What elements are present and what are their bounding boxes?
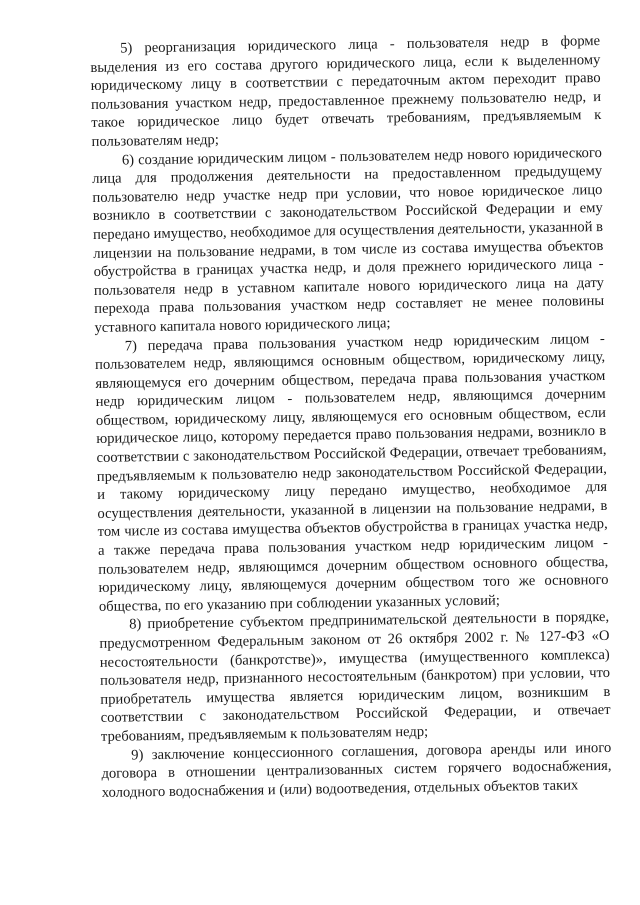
paragraph-item-5: 5) реорганизация юридического лица - пользователя недр в форме выделения из его состава другого юридического лица, если к выделенному юридическому лицу в соответствии с передаточным актом переходит право пользования участком недр, предоставленное прежнему пользователю недр, и такое юридическое лицо будет отвечать требованиям, предъявляемым к пользователям недр; [90, 32, 602, 150]
paragraph-item-6: 6) создание юридическим лицом - пользователем недр нового юридического лица для продолжения деятельности на предоставленном предыдущему пользователю недр участке недр при условии, что новое юридическое лицо возникло в соответствии с законодательством Российской Федерации и ему передано имущество, необходимое для осуществления деятельности, указанной в лицензии на пользование недрами, в том числе из состава имущества объектов обустройства в границах участка недр, и доля прежнего юридического лица - пользователя недр в уставном капитале нового юридического лица на дату перехода права пользования участком недр составляет не менее половины уставного капитала нового юридического лица; [92, 144, 605, 336]
paragraph-item-9: 9) заключение концессионного соглашения, договора аренды или иного договора в отношении централизованных систем горячего водоснабжения, холодного водоснабжения и (или) водоотведения, отдельных объектов таких [101, 739, 612, 801]
paragraph-item-8: 8) приобретение субъектом предпринимательской деятельности в порядке, предусмотренном Федеральным законом от 26 октября 2002 г. № 127-ФЗ «О несостоятельности (банкротстве)», имущества (имущественного комплекса) пользователя недр, признанного несостоятельным (банкротом) при условии, что приобретатель имущества является юридическим лицом, возникшим в соответствии с законодательством Российской Федерации, и отвечает требованиям, предъявляемым к пользователям недр; [99, 609, 611, 745]
paragraph-item-7: 7) передача права пользования участком недр юридическим лицом - пользователем недр, являющимся основным обществом, юридическому лицу, являющемуся его дочерним обществом, передача права пользования участком недр юридическим лицом - пользователем недр, являющимся дочерним обществом, юридическому лицу, являющемуся его основным обществом, если юридическое лицо, которому передается право пользования недрами, возникло в соответствии с законодательством Российской Федерации, отвечает требованиям, предъявляемым к пользователю недр законодательством Российской Федерации, и такому юридическому лицу передано имущество, необходимое для осуществления деятельности, указанной в лицензии на пользование недрами, в том числе из состава имущества объектов обустройства в границах участка недр, а также передача права пользования участком недр юридическим лицом - пользователем недр, являющимся дочерним обществом основного общества, юридическому лицу, являющемуся дочерним обществом того же основного общества, по его указанию при соблюдении указанных условий; [94, 330, 609, 615]
document-body [90, 32, 612, 802]
